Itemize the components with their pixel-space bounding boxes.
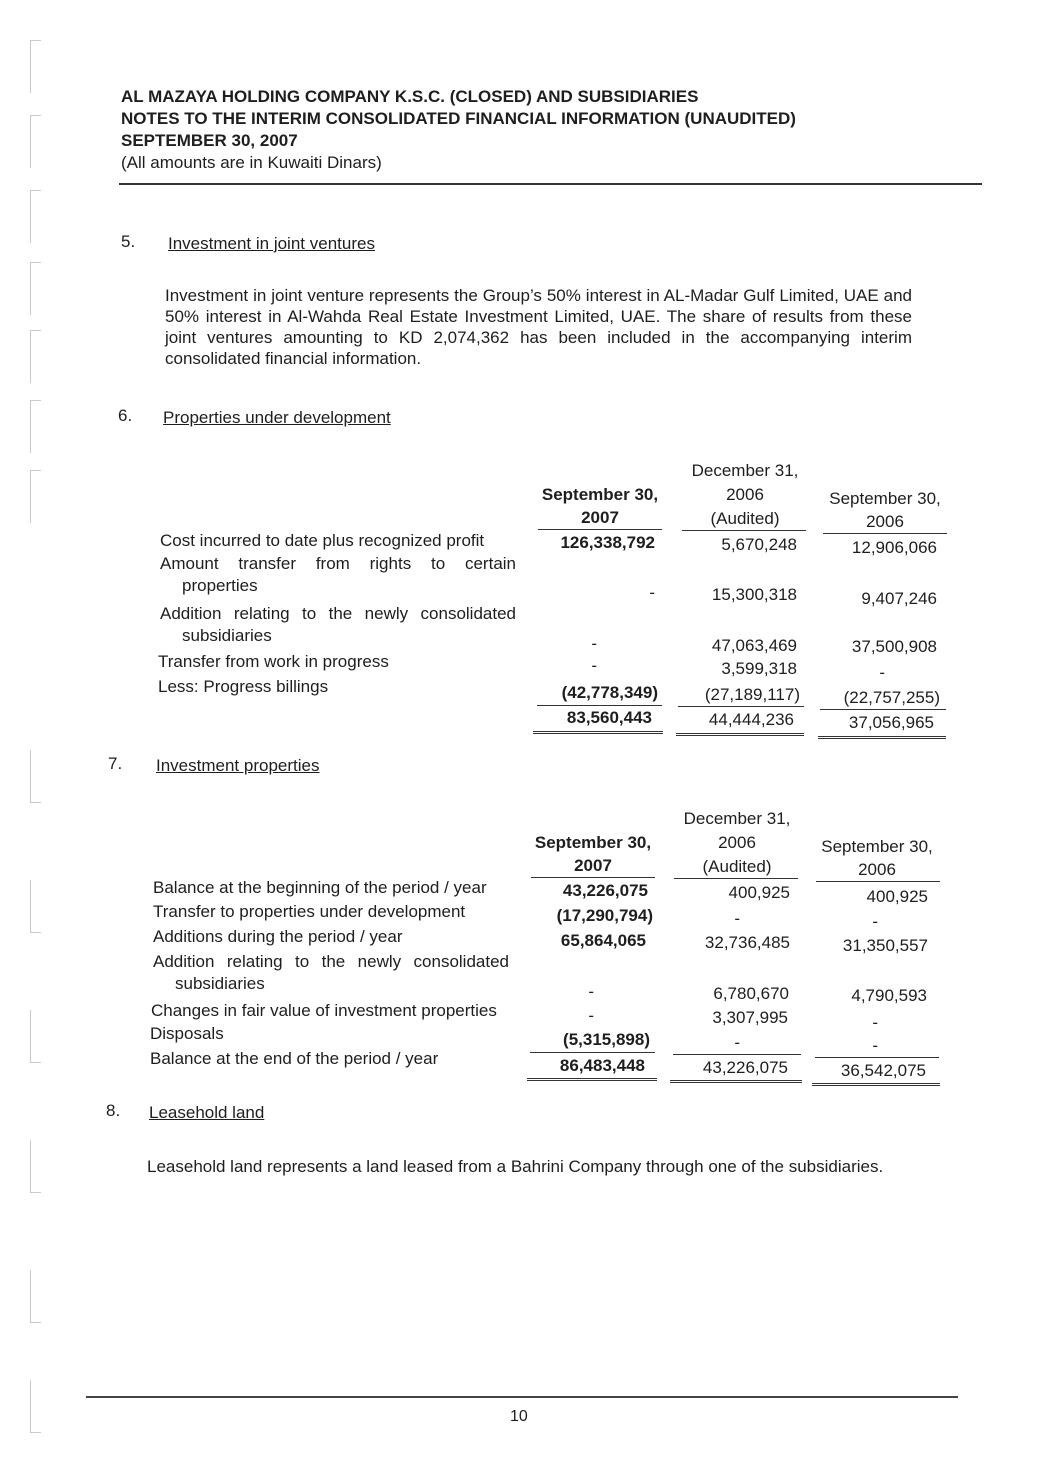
note7-row1-col1: 43,226,075 [562,881,648,900]
note7-row5-col1: - [588,1006,594,1025]
note7-total-rule [527,1078,657,1081]
note6-total-rule [676,733,804,736]
note7-subtotal-rule [673,1054,801,1055]
note6-row2-label-cont: properties [182,576,258,595]
note6-row3-col1: - [591,634,597,653]
binding-mark [30,330,41,383]
note7-col2-head-rule [674,878,798,879]
binding-mark [30,1270,41,1323]
note7-row6-label: Disposals [150,1024,224,1043]
note7-row4-col3: 4,790,593 [851,986,927,1005]
document-header [121,86,841,174]
note6-title: Properties under development [163,408,391,427]
note7-row2-label: Transfer to properties under development [153,902,466,921]
note7-row2-col3: - [872,912,878,931]
note6-subtotal-rule [820,709,946,710]
binding-mark [30,750,41,803]
binding-mark [30,1380,41,1433]
note7-row3-col2: 32,736,485 [704,933,790,952]
footer-divider [86,1396,958,1398]
note7-row3-label: Additions during the period / year [153,927,403,946]
note6-subtotal-rule [537,705,662,706]
note6-col2-head-line1: December 31, [691,461,799,480]
note6-number: 6. [118,406,133,425]
note6-row1-col2: 5,670,248 [721,535,797,554]
note7-row3-col3: 31,350,557 [842,936,928,955]
note6-row5-col2: (27,189,117) [704,685,800,704]
note6-col1-head-line3: 2007 [581,508,619,527]
note7-row6-col2: - [734,1033,740,1052]
note7-row5-label: Changes in fair value of investment properties [151,1001,497,1020]
note6-row1-col1: 126,338,792 [560,533,655,552]
note6-row-label [160,553,516,597]
note6-total-rule [533,731,663,734]
note6-row-label [160,603,516,647]
note7-total-col2: 43,226,075 [702,1058,788,1077]
note6-row5-label: Less: Progress billings [158,677,329,696]
note7-subtotal-rule [815,1057,939,1058]
note7-col2-head-line1: December 31, [683,809,791,828]
note7-row6-col3: - [872,1036,878,1055]
note6-row4-col1: - [591,656,597,675]
note6-col3-head-line2: September 30, [829,489,941,508]
note6-total-rule [818,736,946,739]
report-subtitle: NOTES TO THE INTERIM CONSOLIDATED FINANCIAL INFORMATION (UNAUDITED) [121,109,796,128]
note6-col1-head-rule [538,529,662,530]
note7-col3-head-line3: 2006 [858,860,896,879]
note5-number: 5. [121,232,136,251]
note6-row2-col1: - [649,583,655,602]
note7-row2-col2: - [734,909,740,928]
note6-row5-col1: (42,778,349) [561,683,658,702]
note7-number: 7. [108,754,123,773]
note6-subtotal-rule [678,706,804,707]
note6-row5-col3: (22,757,255) [843,688,940,707]
note7-col1-head-rule [531,877,655,878]
note7-row4-label-cont: subsidiaries [175,974,265,993]
note7-row4-col1: - [588,982,594,1001]
note7-row4-label: Addition relating to the newly consolidated [153,952,509,971]
note7-row2-col1: (17,290,794) [556,906,653,925]
note5-body: Investment in joint venture represents the Group’s 50% interest in AL-Madar Gulf Limited, UAE and 50% interest in Al-Wahda Real Estate Investment Limited, UAE. The share of results from these joint ventures amounting to KD 2,074,362 has been included in the accompanying interim consolidated financial information. [165,286,912,368]
note7-row5-col3: - [872,1013,878,1032]
note7-total-col3: 36,542,075 [840,1061,926,1080]
binding-mark [30,470,41,523]
note7-row6-col1: (5,315,898) [563,1030,650,1049]
note7-col2-head-line3: (Audited) [702,857,772,876]
note6-row1-col3: 12,906,066 [851,538,937,557]
note6-row4-col3: - [879,663,885,682]
note7-total-rule [670,1080,802,1083]
note5-title: Investment in joint ventures [168,234,375,253]
note6-row-label: Cost incurred to date plus recognized profit [160,531,485,550]
report-date: SEPTEMBER 30, 2007 [121,131,298,150]
page-number: 10 [510,1408,528,1425]
note6-row2-label: Amount transfer from rights to certain [160,554,516,573]
note7-row4-col2: 6,780,670 [713,984,789,1003]
note7-row5-col2: 3,307,995 [712,1008,788,1027]
note6-row4-label: Transfer from work in progress [158,652,389,671]
note6-col2-head-line3: (Audited) [710,509,780,528]
note7-total-col1: 86,483,448 [559,1056,645,1075]
binding-mark [30,1140,41,1193]
note7-row1-col3: 400,925 [866,887,928,906]
note6-total-col3: 37,056,965 [848,713,934,732]
header-divider [119,183,982,185]
note6-row3-label: Addition relating to the newly consolidated [160,604,516,623]
note6-col1-head-line2: September 30, [541,485,659,504]
note6-col2-head-rule [682,530,806,531]
binding-mark [30,190,41,243]
note6-row2-col2: 15,300,318 [711,585,797,604]
note6-row2-col3: 9,407,246 [861,589,937,608]
note7-col3-head-line2: September 30, [821,837,933,856]
binding-mark [30,262,41,315]
note6-total-col2: 44,444,236 [708,710,794,729]
binding-mark [30,400,41,453]
note8-number: 8. [106,1101,121,1120]
note6-row4-col2: 3,599,318 [721,659,797,678]
note8-title: Leasehold land [149,1103,265,1122]
binding-mark [30,115,41,168]
note7-row-label [153,951,509,995]
note7-total-label: Balance at the end of the period / year [150,1049,439,1068]
note7-row1-col2: 400,925 [728,883,790,902]
note6-col3-head-line3: 2006 [866,512,904,531]
note6-row3-label-cont: subsidiaries [182,626,272,645]
note7-col1-head-line2: September 30, [534,833,652,852]
note8-body: Leasehold land represents a land leased from a Bahrini Company through one of the subsidiaries. [147,1157,884,1176]
note7-subtotal-rule [530,1052,655,1053]
binding-mark [30,40,41,93]
note7-col2-head-line2: 2006 [718,833,756,852]
note7-row3-col1: 65,864,065 [560,931,646,950]
note7-col3-head-rule [816,881,940,882]
note6-col2-head-line2: 2006 [726,485,764,504]
note7-title: Investment properties [156,756,320,775]
binding-mark [30,1010,41,1063]
note7-col1-head-line3: 2007 [574,856,612,875]
note7-row1-label: Balance at the beginning of the period / year [153,878,487,897]
note7-total-rule [812,1083,940,1086]
note6-row3-col2: 47,063,469 [711,636,797,655]
note6-row3-col3: 37,500,908 [851,637,937,656]
company-name: AL MAZAYA HOLDING COMPANY K.S.C. (CLOSED) AND SUBSIDIARIES [121,87,699,106]
currency-note: (All amounts are in Kuwaiti Dinars) [121,153,382,172]
binding-mark [30,880,41,933]
note6-total-col1: 83,560,443 [566,708,652,727]
note6-col3-head-rule [823,533,947,534]
